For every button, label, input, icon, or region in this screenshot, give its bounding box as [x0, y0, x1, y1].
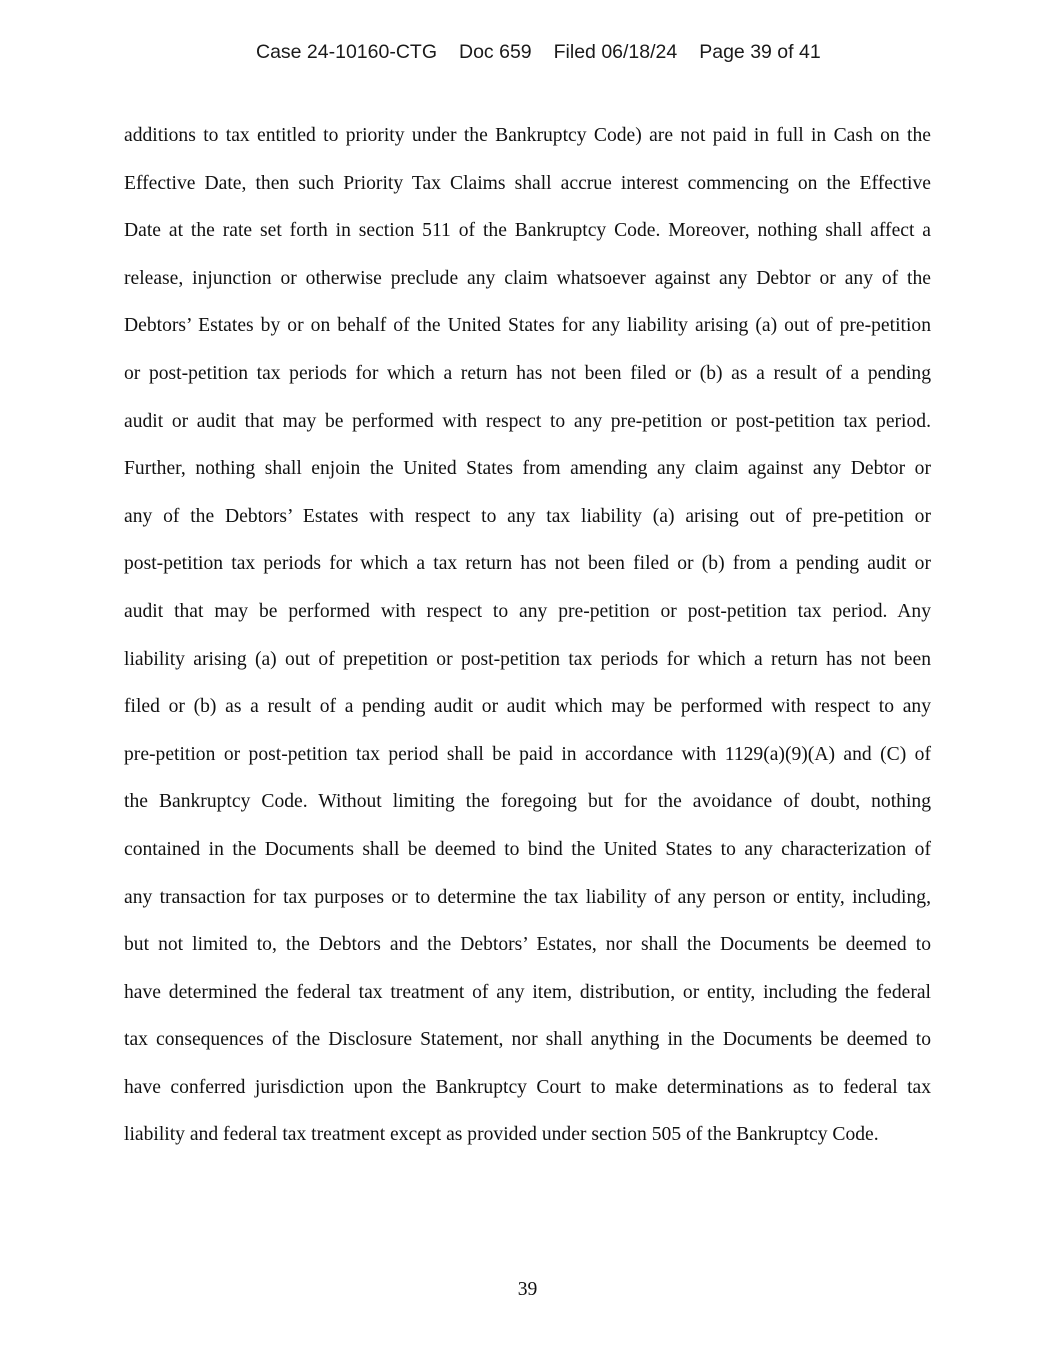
- page-count: Page 39 of 41: [699, 41, 821, 63]
- text-line: Further, nothing shall enjoin the United States from amending any claim against any Debtor or: [124, 458, 931, 480]
- text-line: liability arising (a) out of prepetition or post-petition tax periods for which a return has not been: [124, 648, 931, 670]
- text-line: contained in the Documents shall be deemed to bind the United States to any characterization of: [124, 838, 931, 860]
- text-line: post-petition tax periods for which a tax return has not been filed or (b) from a pending audit or: [124, 553, 931, 575]
- body-text: [124, 121, 931, 1168]
- text-line: have determined the federal tax treatment of any item, distribution, or entity, including the federal: [124, 981, 931, 1003]
- text-line: additions to tax entitled to priority under the Bankruptcy Code) are not paid in full in Cash on the: [124, 125, 931, 146]
- filed-date: Filed 06/18/24: [553, 41, 678, 63]
- text-line: or post-petition tax periods for which a return has not been filed or (b) as a result of a pending: [124, 362, 931, 384]
- text-line: Debtors’ Estates by or on behalf of the United States for any liability arising (a) out of pre-petition: [124, 315, 931, 337]
- text-line: Date at the rate set forth in section 511 of the Bankruptcy Code. Moreover, nothing shall affect a: [124, 220, 931, 242]
- text-line: tax consequences of the Disclosure Statement, nor shall anything in the Documents be deemed to: [124, 1029, 931, 1051]
- case-number: Case 24-10160-CTG: [255, 41, 437, 63]
- filing-header: [0, 18, 1055, 87]
- text-line: release, injunction or otherwise preclude any claim whatsoever against any Debtor or any of the: [124, 267, 931, 289]
- text-line: but not limited to, the Debtors and the Debtors’ Estates, nor shall the Documents be deemed to: [124, 934, 931, 956]
- text-line: have conferred jurisdiction upon the Bankruptcy Court to make determinations as to federal tax: [124, 1076, 931, 1098]
- text-line: audit or audit that may be performed with respect to any pre-petition or post-petition tax period.: [124, 410, 931, 432]
- text-line: filed or (b) as a result of a pending audit or audit which may be performed with respect to any: [124, 696, 931, 718]
- docket-number: Doc 659: [459, 41, 532, 63]
- page-number: 39: [517, 1279, 538, 1300]
- text-line: any of the Debtors’ Estates with respect to any tax liability (a) arising out of pre-petition or: [124, 505, 931, 527]
- text-line-last: liability and federal tax treatment except as provided under section 505 of the Bankruptcy Code.: [124, 1124, 879, 1146]
- text-line: pre-petition or post-petition tax period shall be paid in accordance with 1129(a)(9)(A) and (C) of: [124, 743, 931, 765]
- text-line: any transaction for tax purposes or to determine the tax liability of any person or entity, including,: [124, 886, 931, 908]
- text-line: the Bankruptcy Code. Without limiting the foregoing but for the avoidance of doubt, nothing: [124, 791, 931, 813]
- text-line: Effective Date, then such Priority Tax Claims shall accrue interest commencing on the Effective: [124, 172, 931, 194]
- text-line: audit that may be performed with respect to any pre-petition or post-petition tax period. Any: [124, 600, 931, 622]
